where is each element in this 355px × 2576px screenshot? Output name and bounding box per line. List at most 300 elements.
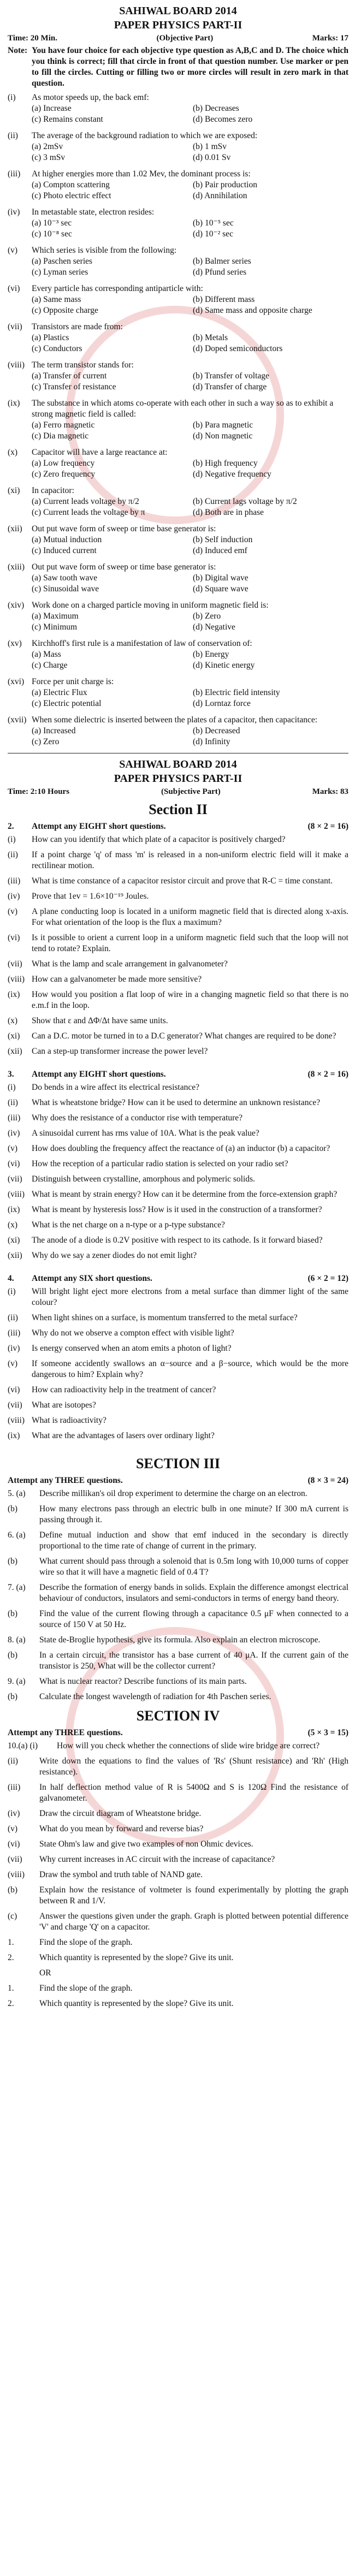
question-text: Why do we say a zener diodes do not emit light? xyxy=(32,1251,197,1260)
question-text: The average of the background radiation to which we are exposed: xyxy=(32,131,258,140)
mcq-option: (c) Remains constant xyxy=(32,115,103,124)
mcq-option: (b) Balmer series xyxy=(193,257,251,266)
question-text: Transistors are made from: xyxy=(32,322,123,331)
short-question xyxy=(8,959,348,970)
question-text: A plane conducting loop is located in a uniform magnetic field that is directed along x-axis. For what orientation of the loop is the flux a maximum? xyxy=(32,907,348,927)
mcq-option: (c) Current leads the voltage by π xyxy=(32,508,145,517)
question-3-block xyxy=(8,1069,348,1271)
short-question xyxy=(8,1358,348,1380)
question-text: What is meant by hysteresis loss? How is it used in the construction of a transformer? xyxy=(32,1205,322,1214)
question-text: What is nuclear reactor? Describe functions of its main parts. xyxy=(39,1677,247,1686)
instruction-marks: (5 × 3 = 15) xyxy=(307,1728,348,1737)
long-question xyxy=(8,1952,348,1963)
mcq-option: (d) Negative frequency xyxy=(193,470,271,479)
question-text: Write down the equations to find the values of 'Rs' (Shunt resistance) and 'Rh' (High resistance). xyxy=(39,1756,348,1777)
mcq-option: (a) Paschen series xyxy=(32,257,93,266)
mcq-item xyxy=(8,676,348,709)
question-number: (x) xyxy=(8,1220,18,1230)
mcq-question xyxy=(8,600,348,611)
question-text: If someone accidently swallows an α−source and a β−source, which would be the more dangerous to him? Explain why? xyxy=(32,1359,348,1379)
mcq-option: (d) Annihilation xyxy=(193,191,247,200)
short-question xyxy=(8,1046,348,1057)
mcq-option: (a) Increase xyxy=(32,104,72,113)
question-number: 2. xyxy=(8,1953,14,1962)
mcq-option: (d) Square wave xyxy=(193,584,248,593)
short-question xyxy=(8,1343,348,1354)
question-text: Explain how the resistance of voltmeter is found experimentally by plotting the graph between R and 1/V. xyxy=(39,1885,348,1906)
mcq-option: (d) Transfer of charge xyxy=(193,382,267,391)
mcq-option: (d) Lorntaz force xyxy=(193,699,251,708)
spacer xyxy=(8,1061,348,1067)
question-2-block xyxy=(8,821,348,1067)
question-text: Work done on a charged particle moving in uniform magnetic field is: xyxy=(32,601,269,610)
question-number: (xii) xyxy=(8,1251,22,1260)
question-text: Draw the symbol and truth table of NAND gate. xyxy=(39,1870,203,1879)
question-text: What is the lamp and scale arrangement in galvanometer? xyxy=(32,959,228,969)
section-heading: SECTION III xyxy=(136,1456,220,1471)
question-text: What current should pass through a solenoid that is 0.5m long with 10,000 turns of copper wire so that it will have a magnetic field of 0.4 T? xyxy=(39,1557,348,1577)
question-text: How will you check whether the connections of slide wire bridge are correct? xyxy=(57,1741,320,1750)
mcq-question xyxy=(8,398,348,420)
mcq-option: (a) Same mass xyxy=(32,295,81,304)
question-number: 8. (a) xyxy=(8,1635,26,1645)
question-text: Find the slope of the graph. xyxy=(39,1938,133,1947)
short-question xyxy=(8,834,348,845)
question-number: (v) xyxy=(8,1824,18,1833)
question-instructions xyxy=(8,1069,348,1080)
question-number: (vii) xyxy=(8,1855,22,1864)
mcq-question xyxy=(8,207,348,218)
question-number: (vi) xyxy=(8,1385,20,1394)
instructions-note xyxy=(8,45,348,89)
short-question xyxy=(8,1385,348,1396)
instruction-marks: (8 × 2 = 16) xyxy=(307,822,348,831)
long-question xyxy=(8,1504,348,1526)
short-question xyxy=(8,1400,348,1411)
long-question xyxy=(8,1885,348,1907)
question-number: (c) xyxy=(8,1912,17,1921)
mcq-option: (b) Decreases xyxy=(193,104,239,113)
question-number: (vii) xyxy=(8,959,22,969)
marks-label: Marks: 17 xyxy=(312,34,348,43)
question-number: (ii) xyxy=(8,1098,18,1107)
mcq-option: (a) 10⁻³ sec xyxy=(32,218,72,228)
question-text: Every particle has corresponding antiparticle with: xyxy=(32,284,203,293)
question-number: (v) xyxy=(8,1359,18,1368)
question-number: (iii) xyxy=(8,876,21,886)
mcq-option: (b) Current lags voltage by π/2 xyxy=(193,497,297,506)
long-question xyxy=(8,1756,348,1778)
instruction-text: Attempt any THREE questions. xyxy=(8,1728,123,1737)
question-number: (vi) xyxy=(8,1839,20,1849)
mcq-option: (a) Transfer of current xyxy=(32,371,107,381)
mcq-options xyxy=(32,535,348,556)
long-question xyxy=(8,1650,348,1672)
instruction-text: Attempt any EIGHT short questions. xyxy=(32,822,166,831)
question-number: 9. (a) xyxy=(8,1677,26,1686)
mcq-item xyxy=(8,169,348,201)
mcq-options xyxy=(32,180,348,201)
long-question xyxy=(8,1582,348,1604)
mcq-option: (d) Doped semiconductors xyxy=(193,344,283,353)
question-number: (iv) xyxy=(8,1809,20,1818)
long-question xyxy=(8,1488,348,1499)
mcq-option: (d) Infinity xyxy=(193,737,230,746)
mcq-item xyxy=(8,715,348,747)
mcq-item xyxy=(8,322,348,354)
question-number: (b) xyxy=(8,1504,18,1513)
mcq-option: (b) Para magnetic xyxy=(193,420,253,430)
question-text: What do you mean by forward and reverse bias? xyxy=(39,1824,204,1833)
question-text: Out put wave form of sweep or time base generator is: xyxy=(32,524,216,533)
mcq-option: (c) Conductors xyxy=(32,344,82,353)
mcq-option: (c) Sinusoidal wave xyxy=(32,584,99,593)
marks-label: Marks: 83 xyxy=(312,787,348,796)
mcq-option: (a) Low frequency xyxy=(32,459,95,468)
mcq-option: (b) 10⁻⁵ sec xyxy=(193,218,234,228)
question-number: 10.(a) (i) xyxy=(8,1741,38,1750)
question-number: (xi) xyxy=(8,1031,20,1041)
question-text: Why do not we observe a compton effect with visible light? xyxy=(32,1328,234,1338)
question-number: (v) xyxy=(8,1144,18,1153)
mcq-question xyxy=(8,562,348,573)
question-text: A sinusoidal current has rms value of 10A. What is the peak value? xyxy=(32,1129,259,1138)
question-text: Calculate the longest wavelength of radiation for 4th Paschen series. xyxy=(39,1692,271,1701)
question-text: Do bends in a wire affect its electrical resistance? xyxy=(32,1083,199,1092)
mcq-options xyxy=(32,420,348,442)
short-question xyxy=(8,891,348,902)
question-number: (viii) xyxy=(8,360,25,370)
question-number: (viii) xyxy=(8,1190,25,1199)
mcq-option: (b) Zero xyxy=(193,612,221,621)
question-text: How can a galvanometer be made more sensitive? xyxy=(32,975,202,984)
question-text: Which series is visible from the following: xyxy=(32,246,177,255)
section-instructions xyxy=(8,1475,348,1486)
mcq-options xyxy=(32,573,348,595)
short-question xyxy=(8,850,348,871)
question-number: 3. xyxy=(8,1070,14,1079)
question-number: (ii) xyxy=(8,850,18,859)
long-question xyxy=(8,1824,348,1835)
question-text: What are the advantages of lasers over ordinary light? xyxy=(32,1431,215,1440)
question-text: Will bright light eject more electrons from a metal surface than dimmer light of the same colour? xyxy=(32,1287,348,1307)
question-number: (v) xyxy=(8,246,18,255)
mcq-option: (a) Mass xyxy=(32,650,61,659)
question-number: (i) xyxy=(8,93,16,102)
mcq-question xyxy=(8,715,348,726)
mcq-option: (a) Mutual induction xyxy=(32,535,102,544)
question-text: How does doubling the frequency affect the reactance of (a) an inductor (b) a capacitor? xyxy=(32,1144,330,1153)
short-question xyxy=(8,1235,348,1246)
instruction-left xyxy=(8,1273,152,1284)
note-text: You have four choice for each objective type question as A,B,C and D. The choice which you think is correct; fill that circle in front of that question number. Use marker or pen to fill the circles. Cutting or filling two or more circles will result in zero mark in that question. xyxy=(32,46,348,88)
mcq-question xyxy=(8,447,348,458)
mcq-item xyxy=(8,245,348,278)
question-number: (ix) xyxy=(8,1205,20,1214)
mcq-option: (b) Pair production xyxy=(193,180,257,189)
mcq-option: (d) 10⁻² sec xyxy=(193,229,233,239)
question-text: Can a step-up transformer increase the power level? xyxy=(32,1047,208,1056)
question-number: (ii) xyxy=(8,131,18,140)
mcq-option: (d) Non magnetic xyxy=(193,431,253,441)
short-question xyxy=(8,1220,348,1231)
question-text: Find the value of the current flowing through a capacitance 0.5 μF when connected to a source of 150 V at 50 Hz. xyxy=(39,1609,348,1629)
long-question xyxy=(8,1983,348,1994)
instruction-left xyxy=(8,821,166,832)
question-number: 4. xyxy=(8,1274,14,1283)
question-text: How would you position a flat loop of wire in a changing magnetic field so that there is no e.m.f in the loop. xyxy=(32,990,348,1010)
question-number: (iv) xyxy=(8,207,20,217)
question-number: (i) xyxy=(8,1287,16,1296)
mcq-question xyxy=(8,676,348,687)
mcq-option: (a) Maximum xyxy=(32,612,79,621)
question-number: (iv) xyxy=(8,1129,20,1138)
question-number: (xi) xyxy=(8,1236,20,1245)
question-text: What is meant by strain energy? How can it be determine from the force-extension graph? xyxy=(32,1190,338,1199)
mcq-item xyxy=(8,447,348,480)
mcq-item xyxy=(8,398,348,442)
question-number: (xv) xyxy=(8,639,22,648)
long-question xyxy=(8,1691,348,1702)
mcq-option: (b) Electric field intensity xyxy=(193,688,280,697)
question-text: When light shines on a surface, is momentum transferred to the metal surface? xyxy=(32,1313,298,1322)
mcq-option: (d) Becomes zero xyxy=(193,115,253,124)
question-text: In capacitor: xyxy=(32,486,74,495)
long-question xyxy=(8,1741,348,1752)
mcq-item xyxy=(8,600,348,633)
long-question xyxy=(8,1854,348,1865)
question-text: State de-Broglie hypothesis, give its formula. Also explain an electron microscope. xyxy=(39,1635,321,1645)
question-number: (i) xyxy=(8,835,16,844)
short-question xyxy=(8,1016,348,1026)
section-heading: Section II xyxy=(149,802,208,817)
mcq-option: (b) Transfer of voltage xyxy=(193,371,269,381)
mcq-option: (d) Negative xyxy=(193,622,235,632)
mcq-options xyxy=(32,103,348,125)
mcq-option: (c) Transfer of resistance xyxy=(32,382,116,391)
question-number: 6. (a) xyxy=(8,1530,26,1540)
paper-content xyxy=(8,3,348,2014)
question-number: (iii) xyxy=(8,1113,21,1123)
question-number: (ii) xyxy=(8,1756,18,1766)
mcq-item xyxy=(8,524,348,556)
mcq-option: (b) Decreased xyxy=(193,726,240,735)
question-number: (vi) xyxy=(8,933,20,942)
question-number: (ii) xyxy=(8,1313,18,1322)
short-question xyxy=(8,906,348,928)
question-text: What is wheatstone bridge? How can it be used to determine an unknown resistance? xyxy=(32,1098,321,1107)
mcq-option: (c) Photo electric effect xyxy=(32,191,111,200)
spacer xyxy=(8,1446,348,1451)
question-text: As motor speeds up, the back emf: xyxy=(32,93,149,102)
mcq-option: (c) Zero frequency xyxy=(32,470,96,479)
question-text: Describe millikan's oil drop experiment to determine the charge on an electron. xyxy=(39,1489,307,1498)
question-number: (vi) xyxy=(8,1159,20,1168)
question-number: (b) xyxy=(8,1557,18,1566)
short-question xyxy=(8,1097,348,1108)
long-question xyxy=(8,1911,348,1933)
objective-header xyxy=(8,33,348,44)
question-instructions xyxy=(8,821,348,832)
question-number: (b) xyxy=(8,1885,18,1895)
long-question xyxy=(8,1869,348,1880)
note-label: Note: xyxy=(8,46,28,55)
question-number: (vi) xyxy=(8,284,20,293)
paper-title: PAPER PHYSICS PART-II xyxy=(114,773,242,785)
mcq-option: (c) 3 mSv xyxy=(32,153,66,162)
mcq-option: (a) Compton scattering xyxy=(32,180,110,189)
long-question xyxy=(8,1998,348,2009)
mcq-option: (a) Ferro magnetic xyxy=(32,420,95,430)
part-label: (Objective Part) xyxy=(156,34,214,43)
short-question xyxy=(8,1250,348,1261)
instruction-marks: (6 × 2 = 12) xyxy=(307,1274,348,1283)
mcq-option: (c) 10⁻⁸ sec xyxy=(32,229,72,239)
question-number: (xii) xyxy=(8,1047,22,1056)
question-number: (iii) xyxy=(8,1328,21,1338)
short-question xyxy=(8,989,348,1011)
question-text: The term transistor stands for: xyxy=(32,360,134,370)
question-number: (vii) xyxy=(8,322,22,331)
question-number: (xii) xyxy=(8,524,22,533)
instruction-text: Attempt any EIGHT short questions. xyxy=(32,1070,166,1079)
short-question xyxy=(8,876,348,887)
time-label: Time: 20 Min. xyxy=(8,34,57,43)
mcq-options xyxy=(32,256,348,278)
question-number: (x) xyxy=(8,448,18,457)
question-instructions xyxy=(8,1273,348,1284)
mcq-list xyxy=(8,92,348,747)
long-question xyxy=(8,1556,348,1578)
time-label: Time: 2:10 Hours xyxy=(8,787,70,796)
question-text: Is it possible to orient a current loop in a uniform magnetic field such that the loop will not tend to rotate? Explain. xyxy=(32,933,348,953)
question-number: (xiii) xyxy=(8,562,25,572)
mcq-option: (a) Increased xyxy=(32,726,76,735)
question-text: Capacitor will have a large reactance at: xyxy=(32,448,168,457)
question-text: The anode of a diode is 0.2V positive with respect to its cathode. Is it forward biased? xyxy=(32,1236,323,1245)
question-number: 1. xyxy=(8,1938,14,1947)
mcq-option: (c) Zero xyxy=(32,737,60,746)
question-text: State Ohm's law and give two examples of non Ohmic devices. xyxy=(39,1839,253,1849)
question-number: (xiv) xyxy=(8,601,25,610)
question-4-block xyxy=(8,1273,348,1451)
question-number: 7. (a) xyxy=(8,1583,26,1592)
mcq-question xyxy=(8,245,348,256)
question-text: Which quantity is represented by the slope? Give its unit. xyxy=(39,1999,234,2008)
mcq-question xyxy=(8,485,348,496)
question-text: Is energy conserved when an atom emits a photon of light? xyxy=(32,1344,232,1353)
question-number: (x) xyxy=(8,1016,18,1025)
instruction-text: Attempt any SIX short questions. xyxy=(32,1274,152,1283)
mcq-options xyxy=(32,371,348,393)
mcq-item xyxy=(8,360,348,393)
question-number: (vii) xyxy=(8,1400,22,1410)
instruction-marks: (8 × 3 = 24) xyxy=(307,1476,348,1485)
question-text: Out put wave form of sweep or time base generator is: xyxy=(32,562,216,572)
mcq-options xyxy=(32,294,348,316)
mcq-option: (c) Opposite charge xyxy=(32,306,98,315)
mcq-option: (d) 0.01 Sv xyxy=(193,153,231,162)
question-text: When some dielectric is inserted between the plates of a capacitor, then capacitance: xyxy=(32,715,318,725)
instruction-marks: (8 × 2 = 16) xyxy=(307,1070,348,1079)
long-question xyxy=(8,1676,348,1687)
question-text: In half deflection method value of R is 5400Ω and S is 120Ω Find the resistance of galvanometer. xyxy=(39,1783,348,1803)
question-text: Can a D.C. motor be turned in to a D.C generator? What changes are required to be done? xyxy=(32,1031,336,1041)
question-text: Prove that 1ev = 1.6×10⁻¹⁹ Joules. xyxy=(32,892,149,901)
mcq-question xyxy=(8,130,348,141)
mcq-option: (a) Current leads voltage by π/2 xyxy=(32,497,139,506)
section-3-questions xyxy=(8,1488,348,1702)
subjective-header xyxy=(8,786,348,797)
instruction-left xyxy=(8,1069,166,1080)
question-number: (vii) xyxy=(8,1174,22,1184)
mcq-option: (d) Same mass and opposite charge xyxy=(193,306,312,315)
mcq-options xyxy=(32,611,348,633)
question-number: (xi) xyxy=(8,486,20,495)
question-text: What is time constance of a capacitor resistor circuit and prove that R-C = time constant. xyxy=(32,876,333,886)
question-number: (iii) xyxy=(8,1783,21,1792)
question-text: Answer the questions given under the graph. Graph is plotted between potential difference 'V' and charge 'Q' on a capacitor. xyxy=(39,1912,348,1932)
question-text: What is the net charge on a n-type or a p-type substance? xyxy=(32,1220,225,1230)
question-text: Define mutual induction and show that emf induced in the secondary is directly proportional to the time rate of change of current in the primary. xyxy=(39,1530,348,1551)
section-4-questions xyxy=(8,1756,348,1933)
mcq-option: (d) Both are in phase xyxy=(193,508,264,517)
mcq-question xyxy=(8,169,348,180)
mcq-option: (c) Charge xyxy=(32,661,68,670)
question-number: (viii) xyxy=(8,1870,25,1879)
mcq-options xyxy=(32,218,348,240)
question-text: Show that ε and ΔΦ/Δt have same units. xyxy=(32,1016,168,1025)
mcq-options xyxy=(32,726,348,747)
short-question xyxy=(8,1313,348,1323)
question-text: What are isotopes? xyxy=(32,1400,96,1410)
mcq-options xyxy=(32,141,348,163)
instruction-text: Attempt any THREE questions. xyxy=(8,1476,123,1485)
short-question xyxy=(8,1174,348,1185)
short-question xyxy=(8,1286,348,1308)
question-text: How can you identify that which plate of a capacitor is positively charged? xyxy=(32,835,286,844)
question-text: Which quantity is represented by the slope? Give its unit. xyxy=(39,1953,234,1962)
mcq-question xyxy=(8,360,348,371)
mcq-option: (c) Dia magnetic xyxy=(32,431,89,441)
short-question xyxy=(8,1431,348,1441)
question-text: At higher energies more than 1.02 Mev, the dominant process is: xyxy=(32,169,251,179)
short-question xyxy=(8,1328,348,1339)
question-text: What is radioactivity? xyxy=(32,1416,106,1425)
question-number: (xvi) xyxy=(8,677,25,686)
short-question xyxy=(8,974,348,985)
long-question xyxy=(8,1635,348,1646)
mcq-option: (b) Metals xyxy=(193,333,228,342)
section-instructions xyxy=(8,1728,348,1738)
long-question xyxy=(8,1937,348,1948)
question-text: Describe the formation of energy bands in solids. Explain the difference amongst electrical behaviour of conductors, insulators and semi-conductors in terms of energy band theory. xyxy=(39,1583,348,1603)
board-title: SAHIWAL BOARD 2014 xyxy=(119,5,237,17)
question-number: (viii) xyxy=(8,1416,25,1425)
mcq-item xyxy=(8,283,348,316)
question-number: 2. xyxy=(8,1999,14,2008)
short-question xyxy=(8,1082,348,1093)
mcq-item xyxy=(8,485,348,518)
mcq-item xyxy=(8,92,348,125)
mcq-question xyxy=(8,322,348,333)
question-number: (ix) xyxy=(8,399,20,408)
mcq-options xyxy=(32,333,348,354)
long-question xyxy=(8,1530,348,1552)
short-question xyxy=(8,933,348,954)
question-number: (i) xyxy=(8,1083,16,1092)
mcq-item xyxy=(8,562,348,595)
